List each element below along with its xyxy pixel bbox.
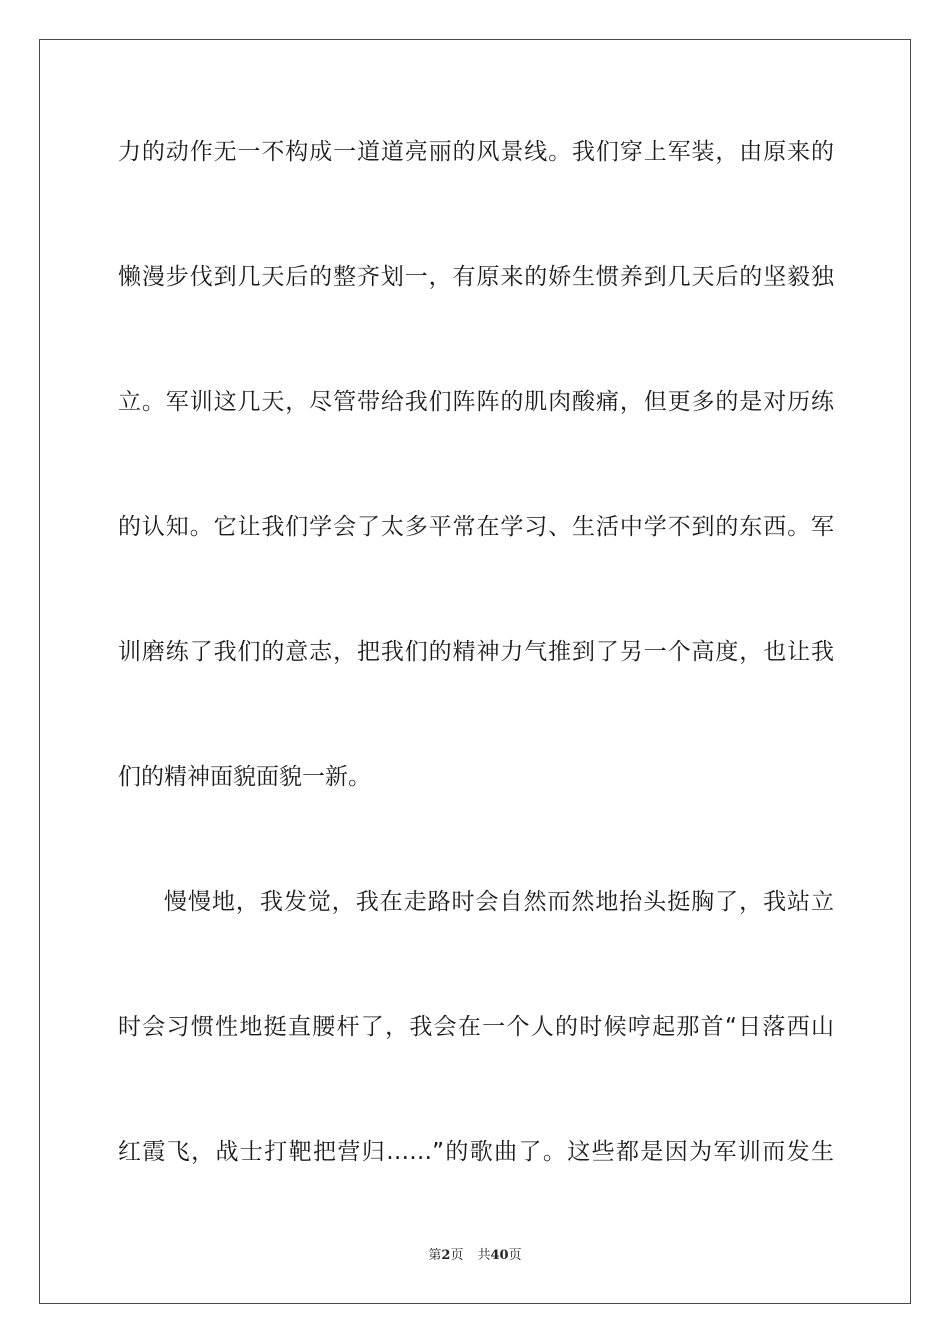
total-suffix: 页	[508, 1248, 522, 1263]
text-line: 训磨练了我们的意志，把我们的精神力气推到了另一个高度，也让我	[118, 639, 834, 665]
page-prefix: 第	[428, 1248, 442, 1263]
text-line: 红霞飞，战士打靶把营归……”的歌曲了。这些都是因为军训而发生	[118, 1139, 834, 1165]
page-number-footer	[0, 1247, 950, 1265]
text-line: 的认知。它让我们学会了太多平常在学习、生活中学不到的东西。军	[118, 514, 834, 540]
page-suffix: 页	[450, 1248, 464, 1263]
text-line: 们的精神面貌面貌一新。	[118, 764, 371, 790]
text-line: 立。军训这几天，尽管带给我们阵阵的肌肉酸痛，但更多的是对历练	[118, 389, 834, 415]
paragraph-first-line: 慢慢地，我发觉，我在走路时会自然而然地抬头挺胸了，我站立	[164, 889, 834, 915]
total-page-count: 40	[490, 1248, 509, 1263]
current-page-number: 2	[441, 1248, 451, 1263]
page-border	[39, 39, 911, 1304]
text-line: 力的动作无一不构成一道道亮丽的风景线。我们穿上军装，由原来的	[118, 139, 834, 165]
text-line: 时会习惯性地挺直腰杆了，我会在一个人的时候哼起那首“日落西山	[118, 1014, 834, 1040]
text-line: 懒漫步伐到几天后的整齐划一，有原来的娇生惯养到几天后的坚毅独	[118, 264, 834, 290]
total-prefix: 共	[477, 1248, 491, 1263]
